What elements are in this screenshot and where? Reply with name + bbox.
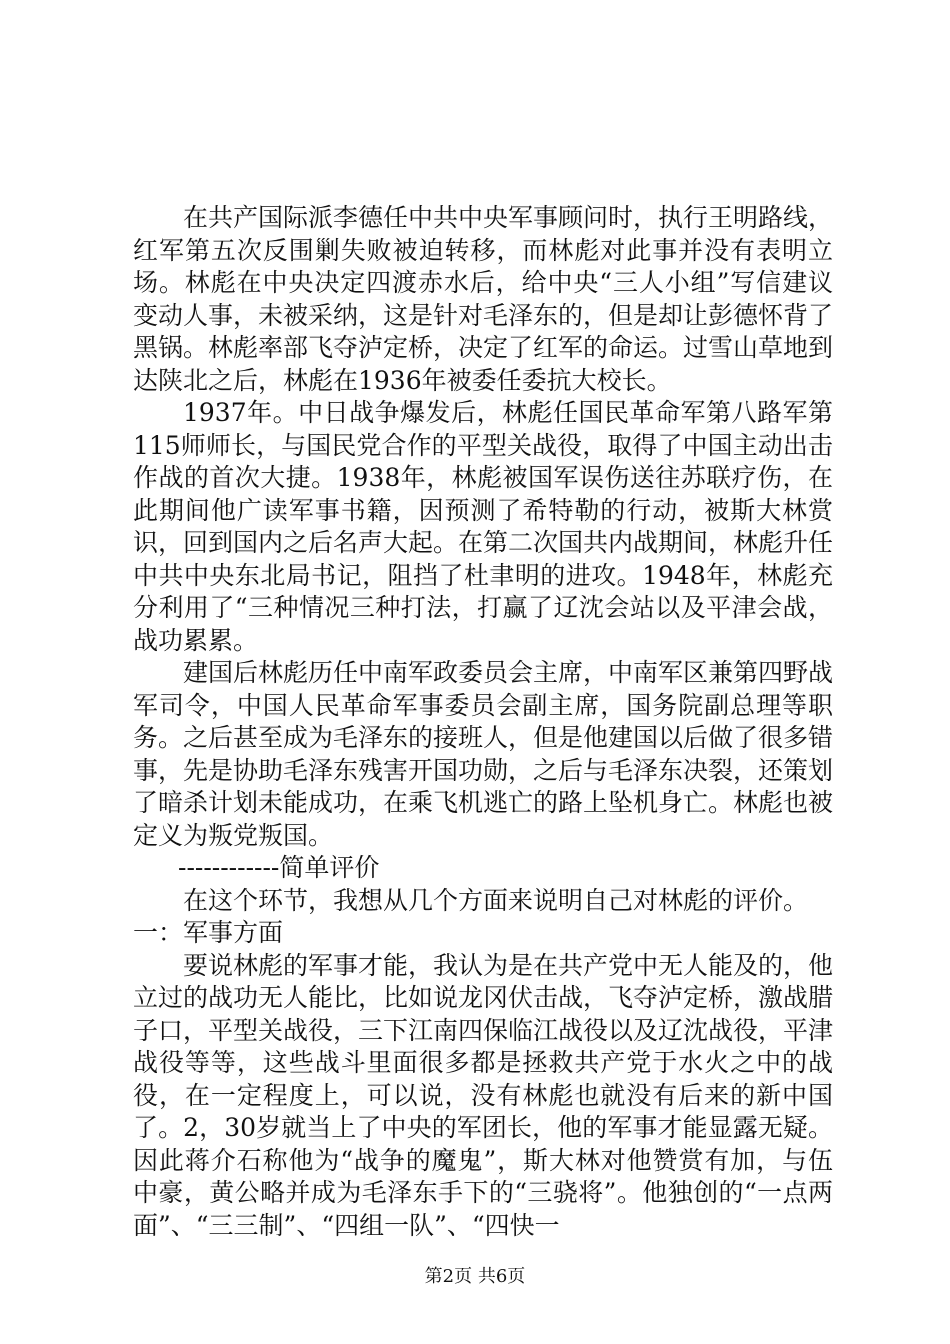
section-divider-simple-evaluation: ------------简单评价 bbox=[178, 853, 380, 882]
document-body bbox=[133, 202, 833, 1242]
evaluation-intro: 在这个环节，我想从几个方面来说明自己对林彪的评价。 bbox=[183, 885, 809, 915]
paragraph-li-de-period: 在共产国际派李德任中共中央军事顾问时，执行王明路线，红军第五次反围剿失败被迫转移，而林彪对此事并没有表明立场。林彪在中央决定四渡赤水后，给中央“三人小组”写信建议变动人事，未被采纳，这是针对毛泽东的，但是却让彭德怀背了黑锅。林彪率部飞夺泸定桥，决定了红军的命运。过雪山草地到达陕北之后，林彪在1936年被委任委抗大校长。 bbox=[133, 203, 834, 395]
page-number-footer: 第2页 共6页 bbox=[424, 1266, 526, 1287]
paragraph-post-1949: 建国后林彪历任中南军政委员会主席，中南军区兼第四野战军司令，中国人民革命军事委员会副主席，国务院副总理等职务。之后甚至成为毛泽东的接班人，但是他建国以后做了很多错事，先是协助毛泽东残害开国功勋，之后与毛泽东决裂，还策划了暗杀计划未能成功，在乘飞机逃亡的路上坠机身亡。林彪也被定义为叛党叛国。 bbox=[133, 658, 834, 850]
paragraph-military-talent: 要说林彪的军事才能，我认为是在共产党中无人能及的，他立过的战功无人能比，比如说龙冈伏击战，飞夺泸定桥，激战腊子口，平型关战役，三下江南四保临江战役以及辽沈战役，平津战役等等，这些战斗里面很多都是拯救共产党于水火之中的战役，在一定程度上，可以说，没有林彪也就没有后来的新中国了。2，30岁就当上了中央的军团长，他的军事才能显露无疑。因此蒋介石称他为“战争的魔鬼”，斯大林对他赞赏有加，与伍中豪，黄公略并成为毛泽东手下的“三骁将”。他独创的“一点两面”、“三三制”、“四组一队”、“四快一 bbox=[133, 950, 834, 1240]
paragraph-1937-war: 1937年。中日战争爆发后，林彪任国民革命军第八路军第115师师长，与国民党合作的平型关战役，取得了中国主动出击作战的首次大捷。1938年，林彪被国军误伤送往苏联疗伤，在此期间他广读军事书籍，因预测了希特勒的行动，被斯大林赏识，回到国内之后名声大起。在第二次国共内战期间，林彪升任中共中央东北局书记，阻挡了杜聿明的进攻。1948年，林彪充分利用了“三种情况三种打法，打赢了辽沈会站以及平津会战，战功累累。 bbox=[133, 398, 834, 655]
section-heading-military: 一：军事方面 bbox=[133, 918, 284, 947]
